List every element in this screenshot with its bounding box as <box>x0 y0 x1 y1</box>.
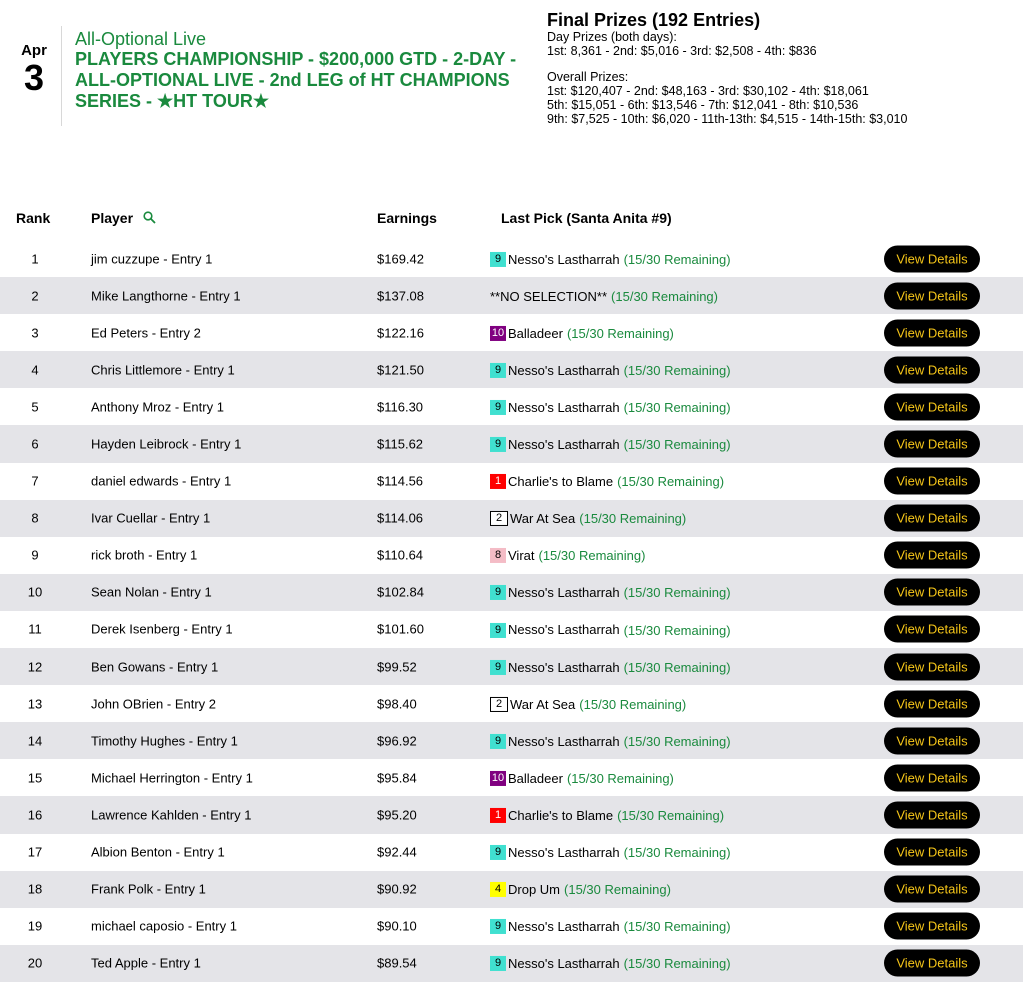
view-details-button[interactable]: View Details <box>884 245 980 272</box>
table-row <box>0 834 1023 871</box>
table-row <box>0 908 1023 945</box>
header-player-label: Player <box>91 210 134 226</box>
earnings-cell: $115.62 <box>377 436 424 452</box>
pick-name: **NO SELECTION** <box>490 288 608 304</box>
rank-cell: 18 <box>27 881 43 897</box>
view-details-button[interactable]: View Details <box>884 356 980 383</box>
rank-cell: 15 <box>27 770 43 786</box>
last-pick-cell <box>490 807 724 823</box>
program-number-badge: 4 <box>490 882 506 897</box>
pick-name: War At Sea <box>510 696 576 712</box>
table-row <box>0 648 1023 685</box>
last-pick-cell <box>490 436 731 452</box>
table-row <box>0 277 1023 314</box>
remaining-count: (15/30 Remaining) <box>623 362 731 378</box>
remaining-count: (15/30 Remaining) <box>623 251 731 267</box>
table-row <box>0 240 1023 277</box>
earnings-cell: $114.56 <box>377 473 424 489</box>
table-row <box>0 500 1023 537</box>
rank-cell: 6 <box>31 436 39 452</box>
overall-prizes-line: 9th: $7,525 - 10th: $6,020 - 11th-13th: $4,515 - 14th-15th: $3,010 <box>547 112 908 126</box>
header-earnings: Earnings <box>377 210 437 226</box>
rank-cell: 12 <box>27 659 43 675</box>
last-pick-cell <box>490 770 674 786</box>
earnings-cell: $110.64 <box>377 547 424 563</box>
view-details-button[interactable]: View Details <box>884 653 980 680</box>
remaining-count: (15/30 Remaining) <box>623 659 731 675</box>
program-number-badge: 9 <box>490 919 506 934</box>
view-details-button[interactable]: View Details <box>884 319 980 346</box>
player-name: Lawrence Kahlden - Entry 1 <box>91 807 252 823</box>
view-details-button[interactable]: View Details <box>884 913 980 940</box>
earnings-cell: $122.16 <box>377 325 424 341</box>
earnings-cell: $121.50 <box>377 362 424 378</box>
event-month: Apr <box>21 42 47 59</box>
remaining-count: (15/30 Remaining) <box>623 622 731 638</box>
pick-name: Balladeer <box>508 770 563 786</box>
remaining-count: (15/30 Remaining) <box>538 548 646 564</box>
remaining-count: (15/30 Remaining) <box>566 325 674 341</box>
table-row <box>0 351 1023 388</box>
pick-name: Balladeer <box>508 325 563 341</box>
pick-name: Charlie's to Blame <box>508 807 614 823</box>
remaining-count: (15/30 Remaining) <box>623 733 731 749</box>
last-pick-cell <box>490 844 731 860</box>
event-day: 3 <box>23 57 45 98</box>
program-number-badge: 2 <box>490 697 508 712</box>
table-row <box>0 945 1023 982</box>
rank-cell: 7 <box>31 473 39 489</box>
pick-name: Nesso's Lastharrah <box>508 659 620 675</box>
view-details-button[interactable]: View Details <box>884 579 980 606</box>
rank-cell: 20 <box>27 955 43 971</box>
earnings-cell: $92.44 <box>377 844 417 860</box>
program-number-badge: 9 <box>490 623 506 638</box>
program-number-badge: 9 <box>490 400 506 415</box>
program-number-badge: 10 <box>491 326 505 339</box>
prizes-title: Final Prizes (192 Entries) <box>547 10 761 30</box>
player-name: Frank Polk - Entry 1 <box>91 881 206 897</box>
player-name: Anthony Mroz - Entry 1 <box>91 399 224 415</box>
earnings-cell: $90.92 <box>377 881 417 897</box>
table-row <box>0 537 1023 574</box>
view-details-button[interactable]: View Details <box>884 431 980 458</box>
table-row <box>0 574 1023 611</box>
last-pick-cell <box>490 955 731 971</box>
rank-cell: 16 <box>27 807 43 823</box>
player-name: Ed Peters - Entry 2 <box>91 325 201 341</box>
search-icon[interactable] <box>143 211 156 224</box>
player-name: Michael Herrington - Entry 1 <box>91 770 253 786</box>
last-pick-cell <box>490 362 731 378</box>
view-details-button[interactable]: View Details <box>884 950 980 977</box>
pick-name: Nesso's Lastharrah <box>508 585 620 601</box>
program-number-badge: 1 <box>490 474 506 489</box>
rank-cell: 17 <box>27 844 43 860</box>
earnings-cell: $102.84 <box>377 584 424 600</box>
player-name: michael caposio - Entry 1 <box>91 918 237 934</box>
divider <box>61 26 62 126</box>
leaderboard-table <box>0 240 1023 982</box>
earnings-cell: $95.84 <box>377 770 417 786</box>
earnings-cell: $101.60 <box>377 621 424 637</box>
event-subtitle: All-Optional Live <box>75 29 207 49</box>
rank-cell: 4 <box>31 362 39 378</box>
overall-prizes-line: 1st: $120,407 - 2nd: $48,163 - 3rd: $30,102 - 4th: $18,061 <box>547 84 869 98</box>
table-row <box>0 759 1023 796</box>
last-pick-cell <box>490 918 731 934</box>
earnings-cell: $99.52 <box>377 659 417 675</box>
last-pick-cell <box>490 621 731 637</box>
view-details-button[interactable]: View Details <box>884 505 980 532</box>
program-number-badge: 9 <box>490 437 506 452</box>
player-name: John OBrien - Entry 2 <box>91 696 216 712</box>
table-row <box>0 314 1023 351</box>
view-details-button[interactable]: View Details <box>884 393 980 420</box>
player-name: Ben Gowans - Entry 1 <box>91 659 219 675</box>
program-number-badge: 9 <box>490 956 506 971</box>
earnings-cell: $114.06 <box>377 510 424 526</box>
remaining-count: (15/30 Remaining) <box>579 511 687 527</box>
remaining-count: (15/30 Remaining) <box>623 919 731 935</box>
pick-name: Nesso's Lastharrah <box>508 733 620 749</box>
rank-cell: 11 <box>28 621 42 637</box>
last-pick-cell <box>490 325 674 341</box>
player-name: Derek Isenberg - Entry 1 <box>91 621 233 637</box>
program-number-badge: 9 <box>490 660 506 675</box>
last-pick-cell <box>490 288 718 304</box>
event-header <box>0 0 1023 150</box>
earnings-cell: $137.08 <box>377 288 424 304</box>
pick-name: Nesso's Lastharrah <box>508 399 620 415</box>
pick-name: Nesso's Lastharrah <box>508 919 620 935</box>
view-details-button[interactable]: View Details <box>884 876 980 903</box>
program-number-badge: 9 <box>490 845 506 860</box>
rank-cell: 10 <box>27 584 43 600</box>
program-number-badge: 9 <box>490 585 506 600</box>
remaining-count: (15/30 Remaining) <box>623 956 731 972</box>
program-number-badge: 2 <box>490 511 508 526</box>
table-row <box>0 722 1023 759</box>
pick-name: Nesso's Lastharrah <box>508 622 620 638</box>
rank-cell: 9 <box>31 547 39 563</box>
view-details-button[interactable]: View Details <box>884 282 980 309</box>
table-row <box>0 463 1023 500</box>
pick-name: Nesso's Lastharrah <box>508 251 620 267</box>
prizes-panel <box>547 10 1017 126</box>
last-pick-cell <box>490 547 645 563</box>
earnings-cell: $169.42 <box>377 251 424 267</box>
view-details-button[interactable]: View Details <box>884 542 980 569</box>
player-name: Chris Littlemore - Entry 1 <box>91 362 235 378</box>
earnings-cell: $89.54 <box>377 955 417 971</box>
remaining-count: (15/30 Remaining) <box>623 845 731 861</box>
player-name: Ivar Cuellar - Entry 1 <box>91 510 211 526</box>
event-date <box>14 42 54 97</box>
pick-name: Drop Um <box>508 882 561 898</box>
remaining-count: (15/30 Remaining) <box>564 882 671 898</box>
day-prizes-label: Day Prizes (both days): <box>547 30 677 44</box>
program-number-badge: 9 <box>490 363 506 378</box>
remaining-count: (15/30 Remaining) <box>566 770 674 786</box>
remaining-count: (15/30 Remaining) <box>623 399 731 415</box>
pick-name: Nesso's Lastharrah <box>508 437 620 453</box>
rank-cell: 8 <box>31 510 39 526</box>
table-row <box>0 796 1023 833</box>
view-details-button[interactable]: View Details <box>884 801 980 828</box>
last-pick-cell <box>490 659 731 675</box>
remaining-count: (15/30 Remaining) <box>623 585 731 601</box>
player-name: Timothy Hughes - Entry 1 <box>91 733 238 749</box>
header-last-pick: Last Pick (Santa Anita #9) <box>501 210 672 226</box>
pick-name: War At Sea <box>510 511 576 527</box>
earnings-cell: $116.30 <box>377 399 424 415</box>
rank-cell: 14 <box>27 733 43 749</box>
view-details-button[interactable]: View Details <box>884 839 980 866</box>
player-name: Albion Benton - Entry 1 <box>91 844 225 860</box>
remaining-count: (15/30 Remaining) <box>579 696 687 712</box>
earnings-cell: $96.92 <box>377 733 417 749</box>
player-name: Sean Nolan - Entry 1 <box>91 584 212 600</box>
view-details-button[interactable]: View Details <box>884 468 980 495</box>
overall-prizes-label: Overall Prizes: <box>547 70 629 84</box>
table-row <box>0 685 1023 722</box>
view-details-button[interactable]: View Details <box>884 690 980 717</box>
player-name: Hayden Leibrock - Entry 1 <box>91 436 242 452</box>
program-number-badge: 8 <box>490 548 506 563</box>
overall-prizes-line: 5th: $15,051 - 6th: $13,546 - 7th: $12,041 - 8th: $10,536 <box>547 98 859 112</box>
player-name: rick broth - Entry 1 <box>91 547 198 563</box>
player-name: Mike Langthorne - Entry 1 <box>91 288 241 304</box>
view-details-button[interactable]: View Details <box>884 616 980 643</box>
last-pick-cell <box>490 733 731 749</box>
table-row <box>0 611 1023 648</box>
event-info <box>75 29 520 112</box>
program-number-badge: 10 <box>491 771 505 784</box>
pick-name: Virat <box>508 548 535 564</box>
program-number-badge: 9 <box>490 734 506 749</box>
pick-name: Charlie's to Blame <box>508 474 614 490</box>
event-title: PLAYERS CHAMPIONSHIP - $200,000 GTD - 2-DAY - ALL-OPTIONAL LIVE - 2nd LEG of HT CHAMPIONS SERIES - ★HT TOUR★ <box>75 49 517 111</box>
last-pick-cell <box>490 510 686 526</box>
program-number-badge: 1 <box>490 808 506 823</box>
pick-name: Nesso's Lastharrah <box>508 362 620 378</box>
header-rank: Rank <box>16 210 51 226</box>
rank-cell: 3 <box>31 325 39 341</box>
earnings-cell: $95.20 <box>377 807 417 823</box>
rank-cell: 5 <box>31 399 39 415</box>
program-number-badge: 9 <box>490 252 506 267</box>
view-details-button[interactable]: View Details <box>884 764 980 791</box>
rank-cell: 1 <box>31 251 39 267</box>
rank-cell: 13 <box>27 696 43 712</box>
last-pick-cell <box>490 473 724 489</box>
table-row <box>0 871 1023 908</box>
remaining-count: (15/30 Remaining) <box>611 288 718 304</box>
view-details-button[interactable]: View Details <box>884 727 980 754</box>
header-player <box>91 210 156 226</box>
last-pick-cell <box>490 696 686 712</box>
remaining-count: (15/30 Remaining) <box>623 437 731 453</box>
pick-name: Nesso's Lastharrah <box>508 845 620 861</box>
table-header <box>0 204 1023 234</box>
last-pick-cell <box>490 584 731 600</box>
earnings-cell: $98.40 <box>377 696 417 712</box>
rank-cell: 19 <box>27 918 43 934</box>
day-prizes-line: 1st: 8,361 - 2nd: $5,016 - 3rd: $2,508 - 4th: $836 <box>547 44 817 58</box>
player-name: daniel edwards - Entry 1 <box>91 473 232 489</box>
pick-name: Nesso's Lastharrah <box>508 956 620 972</box>
table-row <box>0 388 1023 425</box>
earnings-cell: $90.10 <box>377 918 417 934</box>
table-row <box>0 425 1023 462</box>
last-pick-cell <box>490 251 731 267</box>
last-pick-cell <box>490 399 731 415</box>
rank-cell: 2 <box>31 288 39 304</box>
last-pick-cell <box>490 881 671 897</box>
player-name: jim cuzzupe - Entry 1 <box>91 251 213 267</box>
remaining-count: (15/30 Remaining) <box>617 807 725 823</box>
player-name: Ted Apple - Entry 1 <box>91 955 201 971</box>
remaining-count: (15/30 Remaining) <box>617 474 725 490</box>
